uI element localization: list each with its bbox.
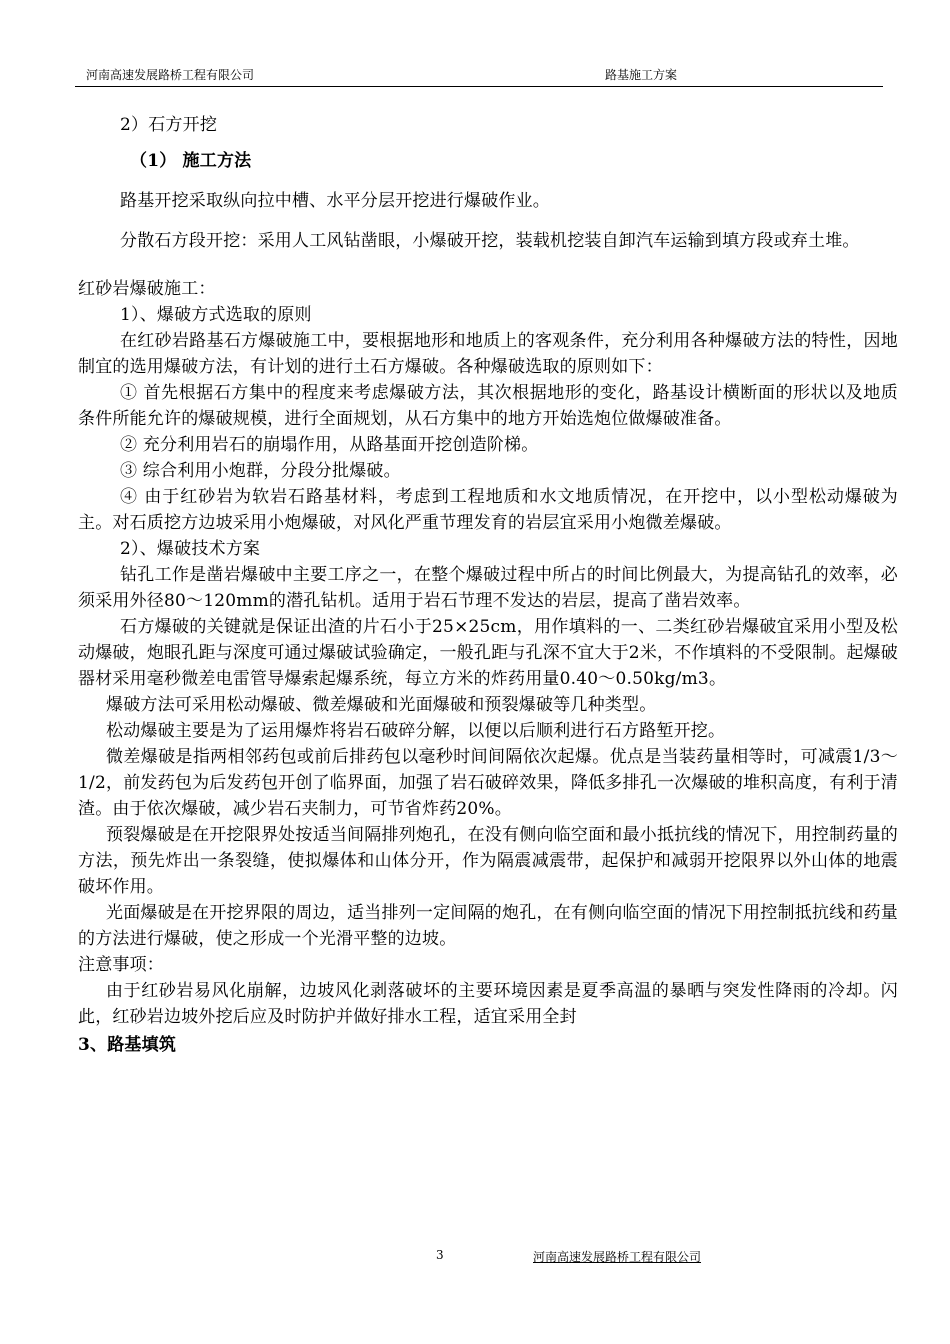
- heading-construction-method: （1） 施工方法: [130, 151, 252, 171]
- paragraph-notes-title: 注意事项：: [78, 955, 164, 975]
- paragraph-scattered-rock: 分散石方段开挖：采用人工风钻凿眼，小爆破开挖，装载机挖装自卸汽车运输到填方段或弃土堆。: [120, 231, 860, 251]
- paragraph-principle-1: ① 首先根据石方集中的程度来考虑爆破方法，其次根据地形的变化，路基设计横断面的形状以及地质条件所能允许的爆破规模，进行全面规划，从石方集中的地方开始选炮位做爆破准备。: [78, 383, 898, 429]
- footer-company: 河南高速发展路桥工程有限公司: [533, 1250, 702, 1264]
- paragraph-presplit-blasting: 预裂爆破是在开挖限界处按适当间隔排列炮孔，在没有侧向临空面和最小抵抗线的情况下，用控制药量的方法，预先炸出一条裂缝，使拟爆体和山体分开，作为隔震减震带，起保护和减弱开挖限界以外山体的地震破坏作用。: [78, 825, 898, 897]
- paragraph-millisecond-blasting: 微差爆破是指两相邻药包或前后排药包以毫秒时间间隔依次起爆。优点是当装药量相等时，可减震1/3～1/2，前发药包为后发药包开创了临界面，加强了岩石破碎效果，降低多排孔一次爆破的堆积高度，有利于清渣。由于依次爆破，减少岩石夹制力，可节省炸药20%。: [78, 747, 898, 819]
- paragraph-smooth-blasting: 光面爆破是在开挖界限的周边，适当排列一定间隔的炮孔，在有侧向临空面的情况下用控制抵抗线和药量的方法进行爆破，使之形成一个光滑平整的边坡。: [78, 903, 898, 949]
- paragraph-principle-2: ② 充分利用岩石的崩塌作用，从路基面开挖创造阶梯。: [120, 435, 539, 455]
- paragraph-drilling: 钻孔工作是凿岩爆破中主要工序之一，在整个爆破过程中所占的时间比例最大，为提高钻孔的效率，必须采用外径80～120mm的潜孔钻机。适用于岩石节理不发达的岩层，提高了凿岩效率。: [78, 565, 898, 611]
- paragraph-principle-4: ④ 由于红砂岩为软岩石路基材料，考虑到工程地质和水文地质情况，在开挖中，以小型松动爆破为主。对石质挖方边坡采用小炮爆破，对风化严重节理发育的岩层宜采用小炮微差爆破。: [78, 487, 898, 533]
- paragraph-blast-plan-title: 2）、爆破技术方案: [120, 539, 261, 559]
- page-header: [75, 62, 883, 87]
- paragraph-notes: 由于红砂岩易风化崩解，边坡风化剥落破坏的主要环境因素是夏季高温的暴晒与突发性降雨的冷却。闪此，红砂岩边坡外挖后应及时防护并做好排水工程，适宜采用全封: [78, 981, 898, 1027]
- heading-rock-excavation: 2）石方开挖: [120, 115, 218, 135]
- paragraph-rock-blasting: 石方爆破的关键就是保证出渣的片石小于25×25cm，用作填料的一、二类红砂岩爆破宜采用小型及松动爆破，炮眼孔距与深度可通过爆破试验确定，一般孔距与孔深不宜大于2米，不作填料的不受限制。起爆破器材采用毫秒微差电雷管导爆索起爆系统，每立方米的炸药用量0.40～0.50kg/m3。: [78, 617, 898, 689]
- header-title: 路基施工方案: [605, 68, 678, 82]
- paragraph-blast-principle: 在红砂岩路基石方爆破施工中，要根据地形和地质上的客观条件，充分利用各种爆破方法的特性，因地制宜的选用爆破方法，有计划的进行土石方爆破。各种爆破选取的原则如下：: [78, 331, 898, 377]
- paragraph-blast-types: 爆破方法可采用松动爆破、微差爆破和光面爆破和预裂爆破等几种类型。: [106, 695, 657, 715]
- paragraph-red-sandstone-title: 红砂岩爆破施工：: [78, 279, 216, 299]
- paragraph-excavation-method: 路基开挖采取纵向拉中槽、水平分层开挖进行爆破作业。: [120, 191, 550, 211]
- document-body: [78, 112, 898, 1058]
- page-footer: [0, 1248, 950, 1268]
- paragraph-blast-principle-title: 1）、爆破方式选取的原则: [120, 305, 312, 325]
- heading-subgrade-filling: 3、路基填筑: [78, 1035, 177, 1055]
- page-number: 3: [436, 1248, 444, 1262]
- paragraph-principle-3: ③ 综合利用小炮群，分段分批爆破。: [120, 461, 401, 481]
- paragraph-loose-blasting: 松动爆破主要是为了运用爆炸将岩石破碎分解，以便以后顺利进行石方路堑开挖。: [106, 721, 726, 741]
- header-company: 河南高速发展路桥工程有限公司: [86, 68, 255, 82]
